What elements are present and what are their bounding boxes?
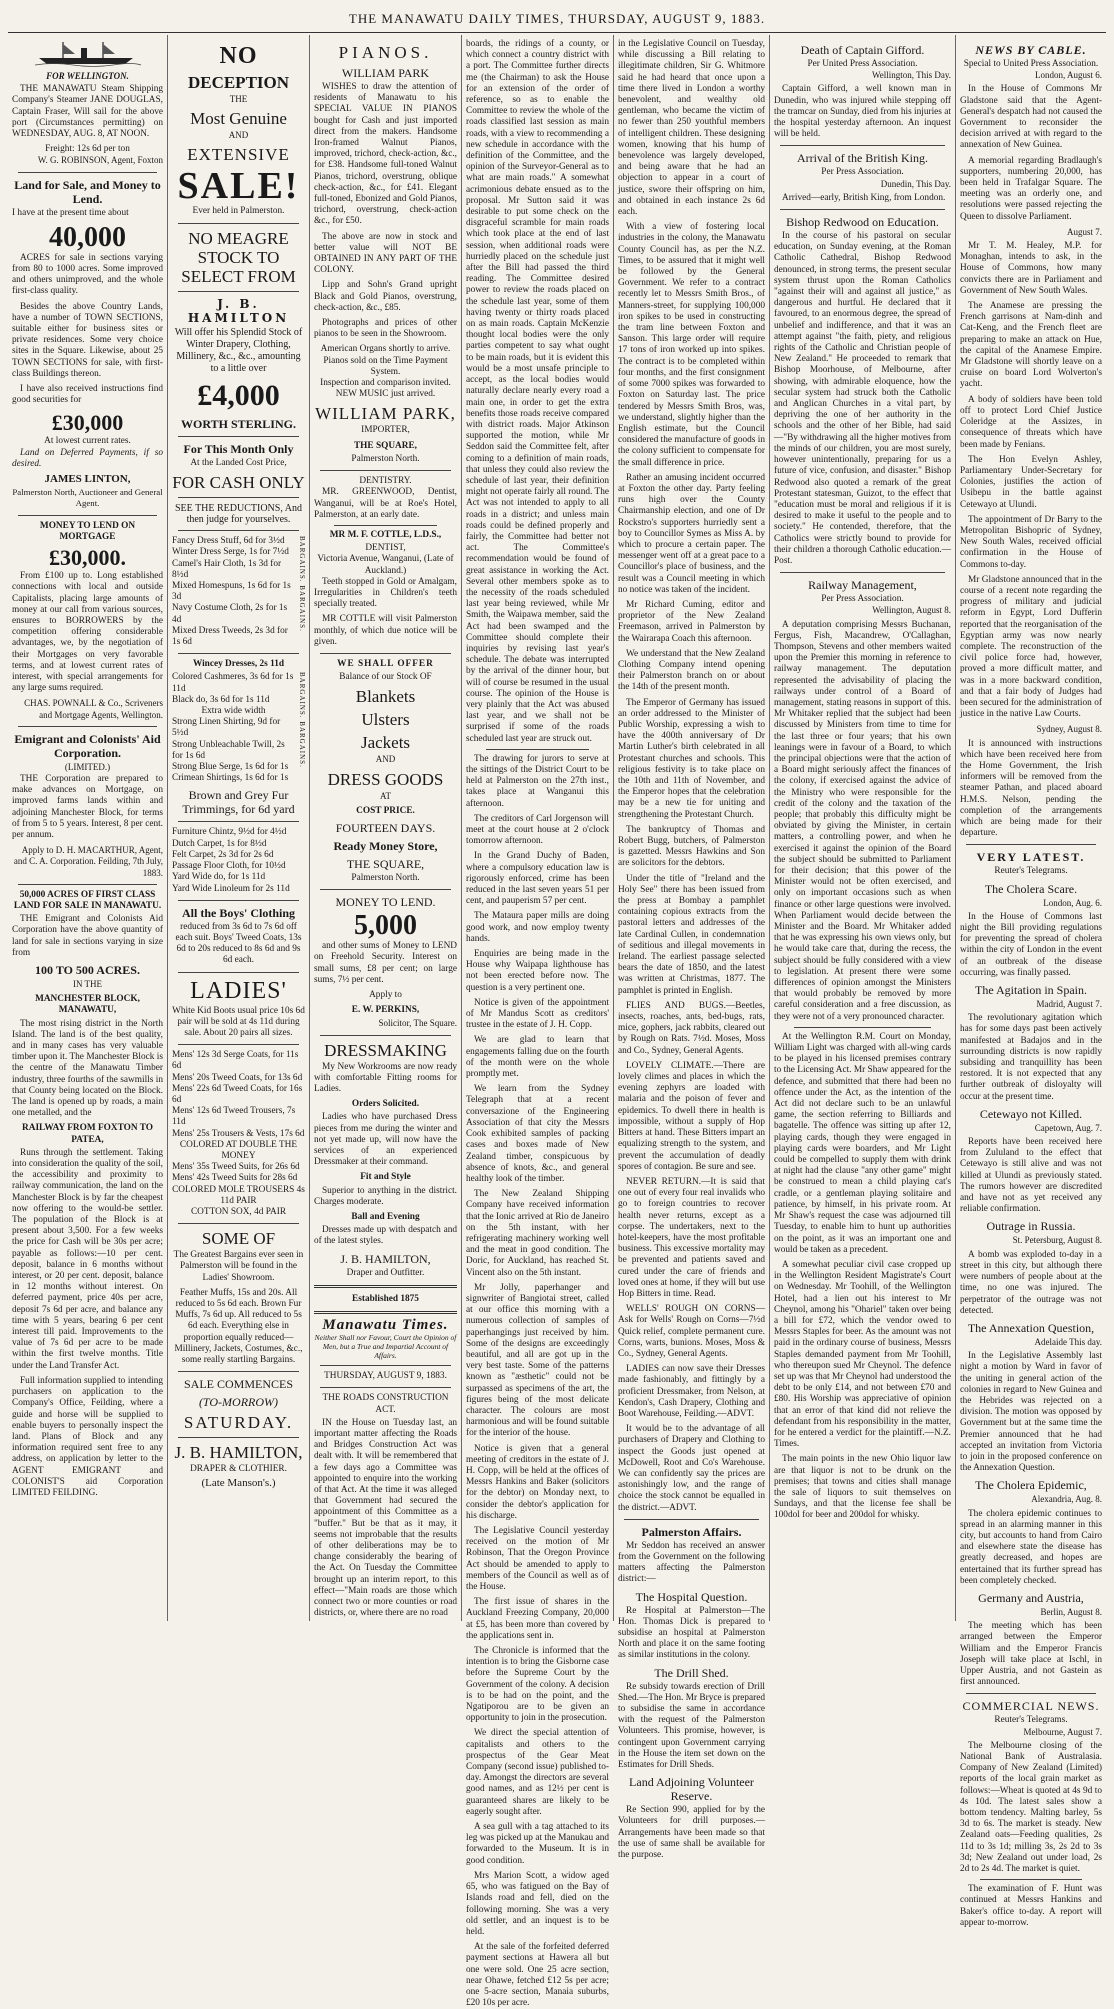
article-text: NEVER RETURN.—It is said that one out of every four real invalids who go to foreign countries to recover health never returns, except as a corpse. The undertakers, next to the hotel-keepers, have the most profitable business. This excessive mortality may be prevented and patients saved and cured under the care of friends and loved ones at home, if they will but use Hop Bitters in time. Read. (618, 1176, 765, 1299)
divider (178, 436, 299, 437)
article-text: Under the title of "Ireland and the Holy See" there has been issued from the press at Bombay a pamphlet containing copious extracts from the pastoral letters and addresses of the late Cardinal Cullen, in condemnation of seditious and illegal movements in Ireland. The earliest passage selected bears the date of 1850, and the latest was written at Christmas, 1877. The pamphlet is printed in English. (618, 873, 765, 996)
cholera-heading: The Cholera Scare. (984, 881, 1078, 896)
in-the: IN THE (72, 978, 103, 989)
wincey: Wincey Dresses, 2s 11d (192, 659, 285, 670)
article-text: Mr Seddon has received an answer from the Government on the following matters affecting the Palmerston district:— (618, 1540, 765, 1585)
cottle: MR M. F. COTTLE, L.D.S., (329, 529, 442, 540)
for-cash: FOR CASH ONLY (172, 472, 305, 492)
article-text: In the course of his pastoral on secular education, on Sunday evening, at the Roman Catholic Cathedral, Bishop Redwood denounced, in strong terms, the present secular system thrust upon the Roman Catholics "against their will and against all justice," as dangerous and hurtful. He declared that it favoured, to an enormous degree, the spread of unbelief and indifference, and that it was an attempt against "the faith, piety, and religious rights of the Catholic and Christian people of New Zealand." He proceeded to remark that Bishop Moorhouse, of Melbourne, after showing, with admirable eloquence, how the secular system had struck both the Catholic and Anglican Churches in a vital part, by depriving the one of her authority in the schools and the other of her Bible, had said—"By withdrawing all the higher motives from the minds of our children, you are most surely, however unintentionally, preparing for us a future of vice, confusion, and disaster." Bishop Redwood also quoted a remark of the great Protestant statesman, Guizot, to the effect that "education must be moral and religious if it is desired to make it useful to the people and to society." He contended, therefore, that the Catholics were strictly bound to provide for their children a thorough Catholic education.—Post. (774, 231, 951, 566)
drill-heading: The Drill Shed. (654, 1665, 729, 1680)
price-line: Black do, 3s 6d for 1s 11d (172, 694, 270, 705)
divider (966, 844, 1096, 845)
article-text: The Hon Evelyn Ashley, Parliamentary Under-Secretary for Colonies, justifies the action of Usibepu in the battle against Cetewayo at Ulundi. (960, 454, 1102, 510)
some-of: SOME OF (201, 1229, 276, 1249)
price-line: Colored Cashmeres, 3s 6d for 1s 11d (172, 672, 294, 694)
bargains-side-label: BARGAINS. BARGAINS. (298, 536, 306, 633)
most-genuine: Most Genuine (190, 109, 287, 129)
four-thousand: £4,000 (197, 378, 280, 412)
linton-name: JAMES LINTON, (44, 473, 131, 486)
deception: DECEPTION (187, 73, 290, 92)
article-text: In the Grand Duchy of Baden, where a compulsory education law is rigorously enforced, crime has been reduced in the last seven years 51 per cent, and pauperism 57 per cent. (466, 851, 609, 907)
land-amount-text: ACRES for sale in sections varying from 80 to 1000 acres. Some improved and others unimproved, and the whole first-class quality. (12, 252, 163, 297)
divider (320, 889, 451, 890)
column-1 (8, 35, 168, 1621)
motto: Neither Shall nor Favour, Court the Opinion of Men, but a True and Impartial Account of Affairs. (314, 1333, 457, 1361)
price-line: Mixed Homespuns, 1s 6d for 1s 3d (172, 581, 291, 603)
outfitter: Draper and Outfitter. (346, 1267, 425, 1278)
cost-price: COST PRICE. (356, 805, 415, 816)
roads-heading: THE ROADS CONSTRUCTION ACT. (322, 1393, 449, 1415)
ulsters: Ulsters (361, 710, 410, 730)
money-text: From £100 up to. Long established connections with local and outside Capitalists, placing large amounts of money at our call from various sources, ensures to BORROWERS by the competition offering considerable advantages, we, by the negotiation of their Mortgages on very favorable terms, and at lowest current rates of interest, with special arrangements for any large sums required. (12, 571, 163, 694)
acre-heading: 50,000 ACRES OF FIRST CLASS LAND FOR SALE IN MANAWATU. (13, 889, 162, 911)
price-line: Strong Blue Serge, 1s 6d for 1s (172, 762, 289, 773)
land-adjoining-heading: Land Adjoining Volunteer Reserve. (629, 1775, 754, 1804)
epidemic-heading: The Cholera Epidemic, (975, 1478, 1087, 1493)
limited: (LIMITED.) (64, 761, 111, 772)
spain-heading: The Agitation in Spain. (975, 983, 1087, 998)
ever-held: Ever held in Palmerston. (192, 206, 285, 217)
article-text: It is announced with instructions which have been received here from the Home Government, the Irish informers will be removed from the steamer Pathan, and placed aboard H.M.S. Nelson, pending the completion of the arrangements which are being made for their departure. (960, 738, 1102, 839)
germany-heading: Germany and Austria, (978, 1590, 1084, 1605)
divider (320, 1035, 451, 1036)
article-text: Mrs Marion Scott, a widow aged 65, who was fatigued on the Bay of Islands road and fell, died on the following morning. She was a very old settler, and an inquest is to be held. (466, 1870, 609, 1937)
article-text: Captain Gifford, a well known man in Dunedin, who was injured while stepping off the tramcar on Sunday, died from his injuries at the hospital yesterday afternoon. An inquest will be held. (774, 84, 951, 140)
block-text-2: Runs through the settlement. Taking into consideration the quality of the soil, the accessibility and proximity to railway communication, the land on the Manchester Block is by far the cheapest now offering to the would-be settler. The population of the Block is at present about 3,500. For a few weeks the price for Cash will be 30s per acre; payable as follows:—10 per cent. deposit, balance in 6 months without interest, or 20 per cent. deposit, balance in 12 months without interest. On deferred payment, price 40s per acre, deposit 7s 6d per acre, and balance any time with 5 years, bearing 6 per cent interest till paid. Improvements to the value of 7s 6d per acre to be made within the first twelve months. Title under the Land Transfer Act. (12, 1147, 163, 1371)
price-line: Camel's Hair Cloth, 1s 3d for 8½d (172, 558, 282, 580)
funds-rate: At lowest current rates. (44, 436, 131, 447)
apply: Apply to (369, 989, 402, 1000)
price-line: Crimean Shirtings, 1s 6d for 1s (172, 773, 289, 784)
ladies-text: White Kid Boots usual price 10s 6d pair will be sold at 4s 11d during sale. About 20 pairs all sizes. (172, 1005, 305, 1038)
divider (178, 653, 299, 654)
sale-commences: SALE COMMENCES (183, 1377, 293, 1392)
greenwood: MR. GREENWOOD, Dentist, Wanganui, will be at Roe's Hotel, Palmerston, at an early date. (314, 487, 457, 520)
emigrant-text: THE Corporation are prepared to make advances on Mortgage, on improved farms lands within and adjoining Manchester Block, for terms of from 5 to 5 years. Interest, 8 per cent. per annum. (12, 773, 163, 840)
pianos-sold: Pianos sold on the Time Payment System. (323, 355, 448, 377)
ball: Ball and Evening (351, 1212, 420, 1223)
article-text: The appointment of Dr Barry to the Metropolitan Bishopric of Sydney, New South Wales, received official confirmation in the House of Commons to-day. (960, 514, 1102, 570)
hospital-heading: The Hospital Question. (635, 1589, 748, 1604)
price-line: Mens' 12s 3d Serge Coats, for 11s 6d (172, 1050, 299, 1072)
price-line: Mens' 12s 6d Tweed Trousers, 7s 11d (172, 1106, 296, 1128)
article-text: The Melbourne closing of the National Bank of Australasia. Company of New Zealand (Limited) reports of the local grain market as follows:—Wheat is quoted at 4s 9d to 4s 10d. The latest sales show a bottom tendency. Malting barley, 5s 3d to 6s. The market is steady. New Zealand oats—Feeding qualities, 2s 11d to 3s 1d; milling 3s, 2s 2d to 3s 3d; New Zealand out under load, 2s 2d to 2s 4d. The market is quiet. (960, 1740, 1102, 1875)
article-text: It would be to the advantage of all purchasers of Drapery and Clothing to inspect the Goods just opened at McDowell, Root and Co's Warehouse. We can confidently say the prices are astonishingly low, and the range of choice the stock cannot be equalled in the district.—ADVT. (618, 1424, 765, 1513)
new-music: NEW MUSIC just arrived. (335, 389, 436, 400)
article-text: Mr Jolly, paperhanger and signwriter of Bangiotai street, called at our office this morning with a numerous collection of samples of paperhangings just received by him. Some of the designs are exceedingly beautiful, and all are got up in the very best taste. Some of the patterns known as "æsthetic" could not be surpassed as specimens of the art, the figures being of the most delicate character. The colours are most harmonious and will be found suitable for the interior of the house. (466, 1282, 609, 1439)
hamilton: J. B. HAMILTON (187, 296, 290, 325)
gifford-heading: Death of Captain Gifford. (800, 43, 925, 57)
article-text: LOVELY CLIMATE.—There are lovely climes and places in which the evening zephyrs are loaded with malaria and the poison of fever and epidemics. To dwell there in health is impossible, without a supply of Hop Bitters at hand. These Bitters impart an equalizing strength to the system, and prevent the accumulation of deadly spores of contagion. Be sure and see. (618, 1060, 765, 1172)
article-text: We understand that the New Zealand Clothing Company intend opening their Palmerston branch on or about the 14th of the present month. (618, 648, 765, 693)
extensive: EXTENSIVE (187, 145, 290, 165)
russia-heading: Outrage in Russia. (986, 1219, 1076, 1234)
price-line: Mens' 35s Tweed Suits, for 26s 6d (172, 1162, 300, 1173)
dateline: Adelaide This day. (1034, 1336, 1102, 1347)
funds-amount: £30,000 (51, 410, 124, 436)
balance: Balance of our Stock OF (339, 672, 432, 683)
agent: W. G. ROBINSON, Agent, Foxton (37, 155, 163, 166)
land-intro: I have at the present time about (12, 207, 129, 218)
article-text: In the Legislative Assembly last night a motion by Ward in favor of the uniting in general action of the colonies in regard to New Guinea and the Hebrides was rejected on a division. The motion was opposed by Government but at the same time the Premier announced that he had accepted an invitation from Victoria to join in the proposed conference on the Annexation Question. (960, 1351, 1102, 1474)
teeth: Teeth stopped in Gold or Amalgam, Irregularities in Children's teeth specially treated. (314, 576, 457, 610)
article-text: The Mataura paper mills are doing good work, and now employ twenty hands. (466, 911, 609, 944)
article-text: The revolutionary agitation which has for some days past been actively manifested at Badajos and in the surrounding districts is now rapidly subsiding and tranquillity has been restored. It is not expected that any further outbreak of disloyalty will occur at the present time. (960, 1013, 1102, 1102)
divider (178, 530, 299, 531)
divider (178, 291, 299, 292)
article-text: A bomb was exploded to-day in a street in this city, but although there were numbers of people about at the time, no one was injured. The perpetrator of the outrage was not detected. (960, 1249, 1102, 1316)
per-press: Per Press Association. (821, 594, 904, 605)
reuters: Reuter's Telegrams. (994, 1715, 1068, 1726)
divider (18, 884, 157, 885)
divider (178, 900, 299, 901)
town-sections: Besides the above Country Lands, have a number of TOWN SECTIONS, suitable either for business sites or private residences. Some very choice sites in the Square. Likewise, about 25 TOWN SECTIONS for sale, with first-class Buildings thereon. (12, 301, 163, 379)
boys-clothing: All the Boys' Clothing (181, 905, 295, 920)
king-heading: Arrival of the British King. (797, 151, 928, 166)
divider (486, 749, 589, 750)
superior: Superior to anything in the district. Charges moderate. (314, 1185, 457, 1207)
divider (320, 653, 451, 654)
article-text: The New Zealand Shipping Company have received information that the Ionic arrived at Rio de Janeiro on the 5th instant, with her refrigerating machinery working well and the meat in good condition. The Doric, for Auckland, has reached St. Vincent also on the 5th instant. (466, 1189, 609, 1278)
brown-grey: Brown and Grey Fur Trimmings, for 6d yard (182, 788, 295, 817)
acre-range: 100 TO 500 ACRES. (35, 962, 140, 977)
article-text: In the House of Commons last night the Bill providing regulations for preventing the spread of cholera within the city of London in the event of an outbreak of the disease occurring, was finally passed. (960, 911, 1102, 978)
freight: Freight: 12s 6d per ton (45, 144, 130, 155)
dateline: August 7. (1066, 226, 1102, 237)
price-line: Furniture Chintz, 9½d for 4½d (172, 827, 287, 838)
dress-text: My New Workrooms are now ready with comfortable Fitting rooms for Ladies. (314, 1061, 457, 1094)
divider (314, 1311, 457, 1314)
divider (18, 172, 157, 173)
article-text: A deputation comprising Messrs Buchanan, Fergus, Fish, Macandrew, O'Callaghan, Thompson, Stevens and other members waited upon the Premier this morning in reference to railway management. The deputation represented the advisability of placing the railways under control of a Board of management, stating reasons in support of this. Mr Whitaker replied that the subject had been discussed by Ministers from time to time for the last three or four years; that his own leanings were in favour of a Board, to which the principal objections were that the action of a Board might seriously affect the finances of the colony, if exercised against the advice of the Ministry who were responsible for the credit of the colony and the taxation of the people; that probably this difficulty might be obviated by giving the Minister, in certain matters, a controlling power, and when he exercised it against the opinion of the Board the subject should be submitted to Parliament for their decision; that this power of the Minister would not be often exercised, and only on important occasions such as when finance or other large questions were involved. When Parliament would decide between the Minister and the Board. Mr Whitaker added that he was expressing his own views only, but he would take care that, during the recess, the subject should be fully considered with a view to legislation. At present there were some differences of opinion amongst the Ministers that would probably be removed by more careful consideration and a free discussion, as they were not of a very pronounced character. (774, 619, 951, 1022)
masthead: THE MANAWATU DAILY TIMES, THURSDAY, AUGUST 9, 1883. (8, 6, 1106, 33)
article-text: Reports have been received here from Zululand to the effect that Cetewayo is still alive and was not killed at Ulundi as previously stated. The rumors however are discredited and have not as yet received any reliable confirmation. (960, 1137, 1102, 1215)
ship-ad: THE MANAWATU Steam Shipping Company's Steamer JANE DOUGLAS, Captain Fraser, Will sail for the above port (Circumstances permitting) on WEDNESDAY, AUG. 8, AT NOON. (12, 84, 163, 140)
column-7 (956, 35, 1106, 1928)
money-amount: £30,000. (49, 545, 126, 571)
price-line: Mens' 25s Trousers & Vests, 17s 6d (172, 1128, 305, 1139)
blankets: Blankets (355, 687, 416, 707)
orders: Orders Solicited. (351, 1099, 420, 1110)
block-text: The most rising district in the North Island. The land is of the best quality, and in many cases has very valuable timber upon it. The Manchester Block is the centre of the Manawatu Timber industry, three fourths of the sawmills in that County being located on the Block. The land is opened up by roads, a main one metalled, and the (12, 1018, 163, 1119)
established: Established 1875 (352, 1293, 419, 1304)
sale: SALE! (177, 165, 300, 208)
divider (178, 1437, 299, 1438)
jb-hamilton-2: J. B. HAMILTON, (340, 1251, 431, 1266)
price-line: Mens' 20s Tweed Coats, for 13s 6d (172, 1072, 303, 1083)
article-text: The first issue of shares in the Auckland Freezing Company, 20,000 at £5, has been more than covered by the applications sent in. (466, 1597, 609, 1641)
article-text: The Chronicle is informed that the intention is to bring the Gisborne case before the Supreme Court by the Government of the colony. A decision is to be had on the point, and the Ngatiporou are to be given an opportunity to join in the prosecution. (466, 1646, 609, 1724)
divider (178, 223, 299, 224)
five-thousand: 5,000 (354, 910, 417, 942)
to-morrow: (TO-MORROW) (198, 1395, 279, 1410)
column-4 (462, 35, 614, 2009)
price-line: Yard Wide do, for 1s 11d (172, 872, 266, 883)
article-text: The creditors of Carl Jorgenson will meet at the court house at 2 o'clock tomorrow afternoon. (466, 813, 609, 847)
the-square: THE SQUARE, (346, 856, 425, 871)
park-text-2: The above are now in stock and better value will NOT BE OBTAINED IN ANY PART OF THE COLONY. (314, 231, 457, 276)
article-text: At the Wellington R.M. Court on Monday, William Light was charged with all-wing cards to be played in his licensed premises contrary to the Licensing Act. Mr Shaw appeared for the defence, and submitted that there had been no offence under the Act, as the intention of the Act did not declare such to be an unlawful game, the section referring to Billiards and bagatelle. The offence was sitting up after 12, playing cards, though they were engaged in playing cards were boarders, and Mr Light could be compelled to supply them with drink at night had the clause "any other game" might be construed to mean a child playing cat's cradle, or a gentleman playing solitaire and patience, by himself, in his private room. At Mr Shaw's request the case was adjourned till Tuesday, to enable him to hunt up authorities on the point, as it was an important one and would be taken as a precedent. (774, 1031, 951, 1255)
article-text: Mr Gladstone announced that in the course of a recent note regarding the progress of military and judicial reform in Egypt, Lord Dufferin reported that the reorganisation of the Egyptian army was now nearly complete. The reconstruction of the civil police force had, however, proved a more difficult matter, and was in a more backward condition, and that a fair body of Judges had been secured for the administration of justice in the native Law Courts. (960, 574, 1102, 720)
price-line: Felt Carpet, 2s 3d for 2s 6d (172, 849, 274, 860)
cottle-address: Victoria Avenue, Wanganui, (Late of Auckland.) (317, 554, 454, 576)
for-wellington: FOR WELLINGTON. (46, 71, 129, 81)
dateline: Wellington, August 8. (872, 605, 951, 616)
column-2 (168, 35, 310, 1621)
steamer-illustration (12, 39, 163, 67)
inspection: Inspection and comparison invited. (320, 378, 451, 389)
roads-text: IN the House on Tuesday last, an important matter affecting the Roads and Bridges Construction Act was dealt with. It will be remembered that a few days ago a Committee was appointed to enquire into the working of that Act. At the time it was alleged that Government had secured the appointment of this Committee as a "buffer." But be that as it may, it seems not improbable that the results of other deliberations may be to change considerably the bearing of the Act. On Tuesday the Committee brought up an interim report, to this effect—"Main roads are those which connect two or more counties or road districts, or, where there are no road (314, 1417, 457, 1619)
dateline: Dunedin, This Day. (880, 178, 951, 189)
price-line: Winter Dress Serge, 1s for 7½d (172, 547, 289, 558)
price-line: Strong Unbleachable Twill, 2s for 1s 6d (172, 739, 285, 761)
price-line: Navy Costume Cloth, 2s for 1s 4d (172, 603, 288, 625)
cottle-visit: MR COTTLE will visit Palmerston monthly, of which due notice will be given. (314, 614, 457, 647)
acre-text: THE Emigrant and Colonists Aid Corporation have the above quantity of land for sale in sections varying in size from (12, 914, 163, 958)
american: American Organs shortly to arrive. (320, 344, 451, 355)
palmerston-2: Palmerston North. (351, 872, 420, 883)
orders-text: Ladies who have purchased Dress pieces from me during the winter and not yet made up, will now have the services of an experienced Dressmaker at their command. (314, 1112, 457, 1168)
commercial-heading: COMMERCIAL NEWS. (962, 1699, 1100, 1714)
article-text: Re Section 990, applied for by the Volunteers for drill purposes.—Arrangements have been made so that the use of same shall be available for the purpose. (618, 1805, 765, 1861)
dateline: London, Aug. 6. (1043, 897, 1102, 908)
article-text: The drawing for jurors to serve at the sittings of the District Court to be held at Palmerston on the 27th inst., takes place at Wanganui this afternoon. (466, 753, 609, 809)
article-text: in the Legislative Council on Tuesday, while discussing a Bill relating to illegitimate children, Sir G. Whitmore said he had heard that once upon a time there lived in London a worthy benevolent, and wealthy old gentleman, who became the victim of no fewer than 250 youthful members of intelligent children. These designing women, knowing that his hump of benevolence was largely developed, and being aware that he had an objection to appear in a court of justice, swore their offspring on him, and obtained in each instance 2s 6d each. (618, 39, 765, 218)
and: AND (228, 130, 249, 141)
article-text: Rather an amusing incident occurred at Foxton the other day. Party feeling runs high over the County Chairmanship election, and one of Dr Rockstro's supporters hurriedly sent a boy to Councillor Symes as Miss A. by which to procure a certain paper. The messenger went off at a great pace to a Councillor's place of business, and the result was a Council meeting in which no notice was taken of the incident. (618, 472, 765, 595)
article-text: The Legislative Council yesterday received on the motion of Mr Robinson, That the Oregon Province Act should be amended to apply to members of the Council as well as of the House. (466, 1526, 609, 1593)
pownall: CHAS. POWNALL & Co., Scriveners and Mortgage Agents, Wellington. (24, 698, 163, 720)
column-5 (614, 35, 770, 1861)
pianos: PIANOS. (338, 43, 433, 62)
funds-text: I have also received instructions find good securities for (12, 384, 163, 406)
fourteen-days: FOURTEEN DAYS. (335, 820, 436, 835)
photos: Photographs and prices of other pianos to be seen in the Showroom. (314, 318, 457, 340)
dateline: Alexandria, Aug. 8. (1031, 1494, 1102, 1505)
article-text: A somewhat peculiar civil case cropped up in the Wellington Resident Magistrate's Court on Wednesday. Mr Toohill, of the Wellington Hotel, had a lien out his interest to Mr Cheynol, among his "Ohariel" taken over being a bill for £72, which the vendor owed to Messrs Staples for beer. As the amount was not paid in the ordinary course of business, Messrs Staples demanded payment from Mr Toohill, who thereupon sued Mr Cheynol. The defence set up was that Mr Cheynol had understood the debt to be only £14, and not between £70 and £80. His Worship was appreciative of opinion that an error of that kind did not relieve the defendant from his responsibility in the matter, for he entered a verdict for the plaintiff.—N.Z. Times. (774, 1259, 951, 1450)
jackets: Jackets (360, 733, 411, 753)
price-line: Strong Linen Shirting, 9d for 5½d (172, 717, 281, 739)
palmerston: Palmerston North. (351, 453, 420, 464)
dateline: Sydney, August 8. (1036, 724, 1102, 735)
dateline: Capetown, Aug. 7. (1034, 1122, 1102, 1133)
this-month: For This Month Only (183, 441, 294, 456)
offer-text: Will offer his Splendid Stock of Winter Drapery, Clothing, Millinery, &c., &c., amounting to a little over (174, 326, 303, 374)
park-big: WILLIAM PARK, (315, 404, 456, 424)
lipp: Lipp and Sohn's Grand upright Black and Gold Pianos, overstrung, check-action, &c., £85. (314, 280, 457, 313)
divider (320, 1387, 451, 1388)
landed-cost: At the Landed Cost Price, (190, 457, 287, 468)
dress-goods: DRESS GOODS (327, 769, 444, 789)
park: WILLIAM PARK (341, 66, 430, 80)
divider (320, 470, 451, 471)
bargains-text: The Greatest Bargains ever seen in Palmerston will be found in the Ladies' Showroom. (173, 1250, 304, 1283)
the: THE (229, 94, 248, 104)
late-mansons: (Late Manson's.) (201, 1477, 276, 1490)
article-text: Re subsidy towards erection of Drill Shed.—The Hon. Mr Bryce is prepared to subsidise the same in accordance with the request of the Palmerston Volunteers. This promise, however, is contingent upon Government carrying in the House the item set down on the Estimates for Drill Sheds. (618, 1681, 765, 1771)
price-line: COTTON SOX, 4d PAIR (190, 1206, 287, 1217)
price-line: Mens' 42s Tweed Suits for 28s 6d (172, 1173, 298, 1184)
columns (8, 35, 1106, 2009)
cetewayo-heading: Cetewayo not Killed. (979, 1106, 1083, 1121)
and: AND (375, 754, 396, 765)
article-text: boards, the ridings of a county, or which connect a country district with a port. The Committee further directs me (the Chairman) to ask the House for an extension of the order of reference, so as to enable the Committee to review the whole of the roads classified last session as main roads, with a view to recommending a new schedule in accordance with the definition of the Committee, and the opinion of the Surveyor-General as to what are main roads." A somewhat acrimonious debate ensued as to the proposal. Mr Sutton said it was desirable to put some check on the disgraceful scramble for main roads which took place at the end of last session, when additional roads were hurriedly placed on the schedule just after the Bill had passed the third reading. The Committee desired power to review the roads placed on the schedule last year, some of them having twenty or thirty roads placed on as main roads. Captain McKenzie thought local bodies were the only parties competent to say what ought to be main roads, but it is evident this would be a most unsafe principle to accept, as the local bodies would naturally declare nearly every road a main one, in order to get the extra benefits those roads receive compared with district roads. Major Atkinson supported the motion, while Mr Seddon said the Committee felt, after coming to a definition of main roads, that unless they could also review the schedule of last year, their definition might not operate fairly all round. The Act was not intended to apply to all roads in a district; and unless main roads could be defined properly and fairly, the Committee had better not act. The Committee's recommendation would be found of great assistance in working the Act. Several other members spoke as to the necessity of the roads scheduled last year being reviewed, while Mr Smith, the Waipawa member, said the Act had been swamped and the Committee should complete their inquiries by revising last year's schedule. The debate was interrupted by the arrival of the dinner hour, but will of course be resumed in the usual course. The opinion of the House is very plainly that the Act was abused last year, and we shall not be surprised if some of the roads scheduled last year are struck out. (466, 39, 609, 744)
dentist: DENTIST, (365, 543, 406, 554)
divider (178, 972, 299, 973)
article-text: Re Hospital at Palmerston—The Hon. Thomas Dick is prepared to subsidise an hospital at Palmerston North and place it on the same footing as similar institutions in the colony. (618, 1605, 765, 1661)
divider (178, 821, 299, 822)
article-text: Mr T. M. Healey, M.P. for Monaghan, intends to ask, in the House of Commons, how many convicts there are in Parliament and Government of New South Wales. (960, 241, 1102, 296)
saturday: SATURDAY. (183, 1413, 294, 1433)
dateline: Melbourne, August 7. (1023, 1726, 1102, 1737)
land-heading: Land for Sale, and Money to Lend. (14, 177, 161, 206)
article-text: A sea gull with a tag attached to its leg was picked up at the Manukau and forwarded to the Museum. It is in good condition. (466, 1822, 609, 1866)
article-text: The Emperor of Germany has issued an order addressed to the Minister of Public Worship, expressing a wish to have the 400th anniversary of Dr Martin Luther's birth celebrated in all Protestant churches and schools. This religious festivity is to take place on the 10th and 11th of November, and the Emperor hopes that the celebration may be a new tie for uniting and strengthening the Protestant Church. (618, 697, 765, 820)
divider (320, 1365, 451, 1366)
article-text: WELLS' ROUGH ON CORNS—Ask for Wells' Rough on Corns—7½d Quick relief, complete permanent cure. Corns, warts, bunions. Moses, Moss & Co., Sydney, General Agents. (618, 1304, 765, 1359)
divider (966, 1693, 1096, 1694)
news-by-cable-heading: NEWS BY CABLE. (975, 43, 1087, 57)
ladies: LADIES' (190, 977, 287, 1004)
price-line: Fancy Dress Stuff, 6d for 3½d (172, 536, 285, 547)
article-text: The examination of F. Hunt was continued at Messrs Hankins and Baker's office to-day. A report will appear to-morrow. (960, 1884, 1102, 1928)
jb-hamilton: J. B. HAMILTON, (174, 1443, 303, 1463)
money-heading: MONEY TO LEND ON MORTGAGE (39, 520, 136, 542)
article-text: The Anamese are pressing the French garrisons at Nam-dinh and Cat-Keng, and the French fleet are preparing to make an attack on Hue, the capital of the Anamese Empire. Mr Gladstone will shortly leave on a cruise on board Lord Wolverton's yacht. (960, 301, 1102, 390)
perkins: E. W. PERKINS, (351, 1005, 420, 1016)
prices-block-2 (172, 672, 305, 784)
divider (780, 572, 945, 573)
railway-heading: Railway Management, (808, 578, 917, 593)
five-text: and other sums of Money to LEND on Freehold Security. Interest on small sums, £8 per cent; on large sums, 7½ per cent. (314, 941, 457, 985)
divider (624, 1519, 759, 1520)
price-line: Mens' 22s 6d Tweed Coats, for 16s 6d (172, 1083, 303, 1105)
no: NO (219, 43, 258, 69)
very-latest-heading: VERY LATEST. (976, 850, 1086, 865)
article-text: Notice is given that a general meeting of creditors in the estate of J. H. Copp, will be held at the offices of Messrs Hankins and Baker (solicitors for the debtor) on Monday next, to consider the debtor's application for his discharge. (466, 1443, 609, 1521)
article-text: We learn from the Sydney Telegraph that at a recent conversazione of the Engineering Association of that city the Messrs Cook exhibited samples of packing cases and boxes made of New Zealand timber, conspicuous by absence of knots, &c., and general healthy look of the timber. (466, 1084, 609, 1184)
dentistry: DENTISTRY. (359, 476, 412, 487)
price-line: COLORED AT DOUBLE THE MONEY (179, 1139, 298, 1161)
article-text: FLIES AND BUGS.—Beetles, insects, roaches, ants, bed-bugs, rats, mice, gophers, jack rabbits, cleared out by Rough on Rats. 7½d. Moses, Moss and Co., Sydney, General Agents. (618, 1000, 765, 1056)
article-text: Notice is given of the appointment of Mr Mandus Scott as creditors' trustee in the estate of J. H. Copp. (466, 997, 609, 1031)
article-text: The cholera epidemic continues to spread in an alarming manner in this city, but accounts to hand from Cairo and elsewhere state the disease has greatly decreased, and hopes are entertained that its further spread has been completely checked. (960, 1508, 1102, 1586)
money-lend: MONEY TO LEND. (335, 895, 436, 910)
see-reductions: SEE THE REDUCTIONS, And then judge for yourselves. (174, 502, 303, 526)
divider (780, 209, 945, 210)
dateline: Wellington, This Day. (871, 70, 951, 81)
redwood-heading: Bishop Redwood on Education. (786, 215, 939, 230)
article-text: The main points in the new Ohio liquor law are that liquor is not to be drunk on the premises; that towns and cities shall manage the sale of liquors to suit themselves on Sundays, and that the license fee shall be 100dol for beer and 200dol for whisky. (774, 1454, 951, 1521)
article-text: The meeting which has been arranged between the Emperor William and the Emperor Francis Joseph will take place at Ischl, in Upper Austria, and not Gastein as first announced. (960, 1621, 1102, 1688)
article-text: In the House of Commons Mr Gladstone said that the Agent-General's despatch had not caused the Government to reconsider the decision arrived at with regard to the annexation of New Guinea. (960, 84, 1102, 151)
article-text: We direct the special attention of capitalists and others to the prospectus of the Gear Meat Company (second issue) published to-day. Amongst the directors are several good names, and as 12½ per cent is guaranteed shares are likely to be eagerly sought after. (466, 1728, 609, 1817)
article-text: A body of soldiers have been told off to protect Lord Chief Justice Coleridge at the Assizes, in consequence of threats which have been made by Fenians. (960, 394, 1102, 450)
ship-icon (33, 40, 143, 66)
article-text: LADIES can now save their Dresses made fashionably, and fittingly by a proficient Dressmaker, from Nelson, at Kendon's, Cash Drapery, Clothing and Boot Warehouse, Feilding.—ADVT. (618, 1364, 765, 1419)
article-text: A memorial regarding Bradlaugh's supporters, numbering 20,000, has been held in Trafalgar Square. The meeting was an orderly one, and resolutions were passed rejecting the Queen to dissolve Parliament. (960, 155, 1102, 222)
divider (794, 1027, 931, 1028)
article-text: Mr Richard Cuming, editor and proprietor of the New Zealand Freemason, arrived in Palmerston by the Wairarapa Coach this afternoon. (618, 599, 765, 644)
deferred: Land on Deferred Payments, if so desired. (12, 447, 163, 469)
divider (178, 1223, 299, 1224)
dateline: St. Petersburg, August 8. (1012, 1235, 1102, 1246)
dateline: Berlin, August 8. (1040, 1606, 1102, 1617)
price-line: Dutch Carpet, 1s for 8½d (172, 838, 267, 849)
column-6 (770, 35, 956, 1621)
dateline: Madrid, August 7. (1036, 999, 1102, 1010)
article-text: We are glad to learn that engagements falling due on the fourth of the month were on the whole promptly met. (466, 1035, 609, 1080)
macarthur: Apply to D. H. MACARTHUR, Agent, and C. A. Corporation. Feilding, 7th July, 1883. (13, 845, 163, 878)
block-name: MANCHESTER BLOCK, MANAWATU, (35, 994, 140, 1016)
ball-text: Dresses made up with despatch and of the latest styles. (314, 1225, 457, 1247)
article-text: With a view of fostering local industries in the colony, the Manawatu County Council has, as per the N.Z. Times, to be assured that it might well be followed by the General Government. We refer to a contract recently let to Messrs Smith Bros., of Manners-street, for supplying 100,000 iron spikes to be used in constructing the tram line between Foxton and Sanson. This large order will require 17 tons of iron worked up into spikes. The contract is to be completed within four months, and the first consignment of some 7000 spikes was forwarded to Foxton on Saturday last. The price tendered by Messrs Smith Bros, was, we understand, slightly higher than the English estimate, but the Council considered the manufacture of goods in the colony sufficient to compensate for the small difference in price. (618, 222, 765, 468)
we-shall: WE SHALL OFFER (337, 658, 434, 669)
article-text: At the sale of the forfeited deferred payment sections at Hawera all but one were sold. One 25 acre section, near Ohawe, fetched £12 5s per acre; one 5-acre section, Manaia suburbs, £20 10s per acre. (466, 1942, 609, 2009)
paper-title: Manawatu Times. (322, 1317, 449, 1334)
divider (780, 145, 945, 146)
article-text: Enquiries are being made in the House why Waipapa lighthouse has not been erected before now. The question is a very pertinent one. (466, 949, 609, 993)
price-line: Passage Floor Cloth, for 10½d (172, 861, 286, 872)
divider (178, 497, 299, 498)
per-press: Per Press Association. (821, 167, 904, 178)
no-meagre: NO MEAGRE STOCK TO SELECT FROM (181, 228, 296, 286)
article-text: The bankruptcy of Thomas and Robert Bugg, butchers, of Palmerston is gazetted. Messrs Hawkins and Son are solicitors for the debtors. (618, 824, 765, 869)
bargains-side-label: BARGAINS. BARGAINS. (298, 672, 306, 769)
fit-style: Fit and Style (360, 1172, 411, 1183)
divider (334, 525, 437, 526)
palmerston-affairs-heading: Palmerston Affairs. (641, 1524, 742, 1539)
railway: RAILWAY FROM FOXTON TO PATEA, (22, 1123, 153, 1145)
block-text-3: Full information supplied to intending purchasers on application to the Company's Office, Feilding, where a guide and horse will be supplied to enable buyers to personally inspect the land. Plans of Block and any information required sent free to any address, on application by letter to the AGENT EMIGRANT and COLONIST'S aid Corporation LIMITED FEILDING. (12, 1375, 163, 1498)
linton-title: Palmerston North, Auctioneer and General Agent. (12, 487, 163, 509)
divider (314, 1285, 457, 1288)
divider (178, 1371, 299, 1372)
dateline: London, August 6. (1034, 70, 1102, 81)
price-line: COLORED MOLE TROUSERS 4s 11d PAIR (172, 1184, 305, 1206)
price-line: Mixed Dress Tweeds, 2s 3d for 1s 6d (172, 625, 288, 648)
importer: IMPORTER, (361, 425, 410, 436)
worth: WORTH STERLING. (181, 416, 296, 431)
column-3 (310, 35, 462, 1621)
special: Special to United Press Association. (963, 59, 1099, 69)
divider (18, 726, 157, 727)
reuters: Reuter's Telegrams. (994, 866, 1068, 877)
annexation-heading: The Annexation Question, (967, 1320, 1095, 1335)
square: THE SQUARE, (353, 440, 418, 451)
divider (178, 1044, 299, 1045)
solicitor: Solicitor, The Square. (378, 1018, 457, 1029)
date: THURSDAY, AUGUST 9, 1883. (324, 1371, 447, 1382)
draper: DRAPER & CLOTHIER. (190, 1464, 287, 1475)
emigrant-heading: Emigrant and Colonists' Aid Corporation. (14, 731, 161, 760)
feather-text: Feather Muffs, 15s and 20s. All reduced to 5s 6d each. Brown Fur Muffs, 7s 6d up. All reduced to 5s 6d each. Everything else in proportion equally reduced—Millinery, Jackets, Costumes, &c., some really startling Bargains. (174, 1287, 303, 1365)
article-text: Arrived—early, British King, from London. (782, 192, 946, 203)
per-united: Per United Press Association. (807, 59, 918, 69)
at: AT (380, 790, 391, 801)
land-amount: 40,000 (49, 221, 126, 253)
divider (18, 515, 157, 516)
park-text: WISHES to draw the attention of residents of Manawatu to his SPECIAL VALUE IN PIANOS bought for Cash and just imported direct from the makers. Handsome Iron-framed Walnut Pianos, improved, trichord, check-action, &c., for £38. Handsome full-toned Walnut Pianos, trichord, overstrung, oblique check-action, &c., for £41. Elegant full-toned, Ebonized and Gold Pianos, trichord, overstrung, check-action &c., for £50. (314, 82, 457, 227)
divider (980, 1879, 1082, 1880)
dressmaking: DRESSMAKING (324, 1040, 447, 1060)
prices-block-1 (172, 536, 305, 648)
price-line: Yard Wide Linoleum for 2s 11d (172, 883, 290, 894)
boys-text: reduced from 3s 6d to 7s 6d off each suit. Boys' Tweed Coats, 13s 6d to 20s reduced to 8s 6d and 9s 6d each. (175, 921, 302, 966)
ready-money: Ready Money Store, (333, 838, 438, 853)
price-line: Extra wide width (201, 706, 266, 717)
